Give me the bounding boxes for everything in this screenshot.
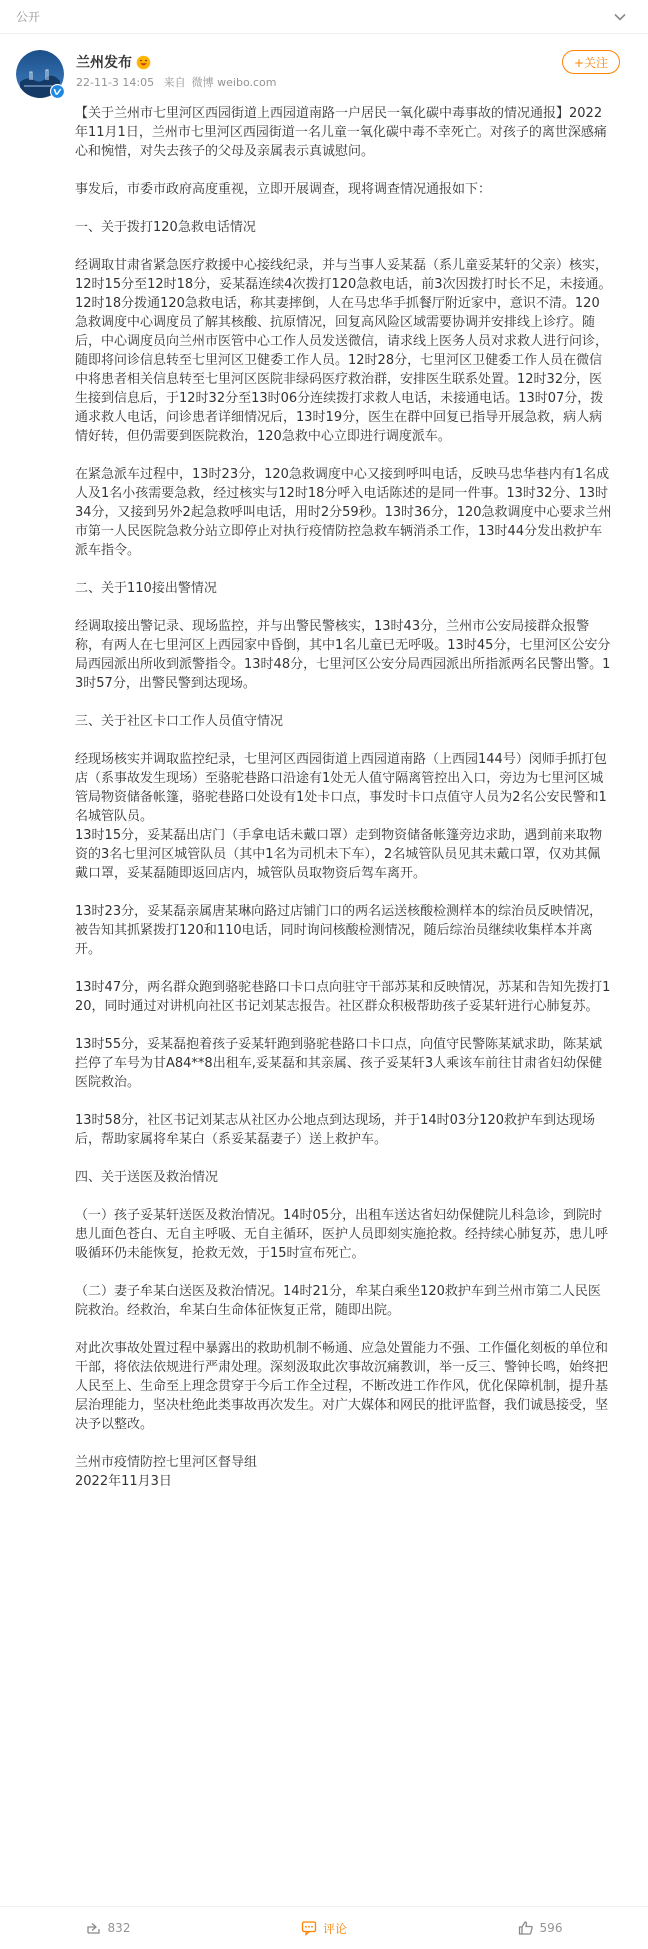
post-paragraph: 13时58分，社区书记刘某志从社区办公地点到达现场，并于14时03分120救护车到达现场后，帮助家属将牟某白（系妥某磊妻子）送上救护车。 <box>75 1113 595 1147</box>
comment-label: 评论 <box>322 1921 347 1936</box>
post-paragraph: 在紧急派车过程中，13时23分，120急救调度中心又接到呼叫电话，反映马忠华巷内有1名成人及1名小孩需要急救，经过核实与12时18分呼入电话陈述的是同一件事。13时32分、13时34分，又接到另外2起急救呼叫电话，用时2分59秒。13时36分，120急救调度中心要求兰州市第一人民医院急救分站立即停止对执行疫情防控急救车辆消杀工作，13时44分发出救护车派车指令。 <box>75 467 612 558</box>
author-name[interactable]: 兰州发布 <box>76 55 132 71</box>
post-paragraph: 13时55分，妥某磊抱着孩子妥某轩跑到骆驼巷路口卡口点，向值守民警陈某斌求助，陈某斌拦停了车号为甘A84**8出租车,妥某磊和其亲属、孩子妥某轩3人乘该车前往甘肃省妇幼保健医院救治。 <box>75 1037 603 1090</box>
paragraph-gap <box>75 1320 612 1339</box>
post-meta <box>76 74 282 90</box>
paragraph-gap <box>75 1187 612 1206</box>
like-button[interactable] <box>432 1920 648 1936</box>
comment-button[interactable] <box>216 1920 432 1937</box>
paragraph-gap <box>75 1434 612 1453</box>
post-paragraph: 13时15分，妥某磊出店门（手拿电话未戴口罩）走到物资储备帐篷旁边求助，遇到前来取物资的3名七里河区城管队员（其中1名为司机未下车），2名城管队员见其未戴口罩，仅劝其佩戴口罩，妥某磊随即返回店内，城管队员取物资后驾车离开。 <box>75 828 603 881</box>
post-paragraph: 四、关于送医及救治情况 <box>75 1170 219 1185</box>
paragraph-gap <box>75 237 612 256</box>
post-content <box>16 104 612 1491</box>
verified-badge-icon <box>50 84 65 99</box>
paragraph-gap <box>75 161 612 180</box>
follow-button[interactable]: +关注 <box>562 50 620 74</box>
paragraph-gap <box>75 693 612 712</box>
visibility-label: 公开 <box>16 10 41 24</box>
post-paragraph: 三、关于社区卡口工作人员值守情况 <box>75 714 284 729</box>
chevron-down-icon[interactable] <box>612 9 628 25</box>
paragraph-gap <box>75 1016 612 1035</box>
paragraph-gap <box>75 199 612 218</box>
post-source: 微博 weibo.com <box>191 76 277 89</box>
post-paragraph: 对此次事故处置过程中暴露出的救助机制不畅通、应急处置能力不强、工作僵化刻板的单位和干部，将依法依规进行严肃处理。深刻汲取此次事故沉痛教训，举一反三、警钟长鸣，始终把人民至上、生命至上理念贯穿于今后工作全过程，不断改进工作作风，优化保障机制，提升基层治理能力，坚决杜绝此类事故再次发生。对广大媒体和网民的批评监督，我们诚恳接受，坚决予以整改。 <box>75 1341 609 1432</box>
post-paragraph: 兰州市疫情防控七里河区督导组 <box>75 1455 258 1470</box>
paragraph-gap <box>75 883 612 902</box>
post-paragraph: （二）妻子牟某白送医及救治情况。14时21分，牟某白乘坐120救护车到兰州市第二人民医院救治。经救治，牟某白生命体征恢复正常，随即出院。 <box>75 1284 601 1318</box>
author-line <box>76 52 151 72</box>
share-icon <box>86 1920 102 1936</box>
post-paragraph: 2022年11月3日 <box>75 1474 172 1489</box>
paragraph-gap <box>75 446 612 465</box>
share-count: 832 <box>107 1921 131 1935</box>
post-paragraph: 13时47分，两名群众跑到骆驼巷路口卡口点向驻守干部苏某和反映情况，苏某和告知先拨打120，同时通过对讲机向社区书记刘某志报告。社区群众积极帮助孩子妥某轩进行心肺复苏。 <box>75 980 611 1014</box>
post-paragraph: （一）孩子妥某轩送医及救治情况。14时05分，出租车送达省妇幼保健院儿科急诊，到院时患儿面色苍白、无自主呼吸、无自主循环，医护人员即刻实施抢救。经持续心肺复苏，患儿呼吸循环仍未能恢复，抢救无效，于15时宣布死亡。 <box>75 1208 609 1261</box>
action-bar <box>0 1906 648 1949</box>
post-paragraph: 事发后，市委市政府高度重视，立即开展调查，现将调查情况通报如下： <box>75 182 492 197</box>
visibility-bar <box>0 0 648 34</box>
post-paragraph: 【关于兰州市七里河区西园街道上西园道南路一户居民一氧化碳中毒事故的情况通报】2022年11月1日，兰州市七里河区西园街道一名儿童一氧化碳中毒不幸死亡。对孩子的离世深感痛心和惋惜，对失去孩子的父母及亲属表示真诚慰问。 <box>75 106 607 159</box>
paragraph-gap <box>75 1092 612 1111</box>
post-paragraph: 13时23分，妥某磊亲属唐某琳向路过店铺门口的两名运送核酸检测样本的综治员反映情况，被告知其抓紧拨打120和110电话，同时询问核酸检测情况，随后综治员继续收集样本并离开。 <box>75 904 603 957</box>
post-paragraph: 经调取甘肃省紧急医疗救援中心接线纪录，并与当事人妥某磊（系儿童妥某轩的父亲）核实，12时15分至12时18分，妥某磊连续4次拨打120急救电话，前3次因拨打时长不足，未接通。12时18分拨通120急救电话，称其妻摔倒，人在马忠华手抓餐厅附近家中，意识不清。120急救调度中心调度员了解其核酸、抗原情况，回复高风险区域需要协调并安排线上诊疗。随后，中心调度员向兰州市医管中心工作人员发送微信，请求线上医务人员对求救人进行问诊，随即将问诊信息转至七里河区卫健委工作人员。12时28分，七里河区卫健委工作人员在微信中将患者相关信息转至七里河区医院非绿码医疗救治群，安排医生联系处置。12时32分，医生接到信息后，于12时32分至13时06分连续拨打求救人电话，未接通电话。13时07分，拨通求救人电话，问诊患者详细情况后，13时19分，医生在群中回复已指导开展急救，病人病情好转，但仍需要到医院救治，120急救中心立即进行调度派车。 <box>75 258 612 444</box>
paragraph-gap <box>75 959 612 978</box>
thumbs-up-icon <box>518 1920 534 1936</box>
post-paragraph: 一、关于拨打120急救电话情况 <box>75 220 256 235</box>
post-time[interactable]: 22-11-3 14:05 <box>76 76 155 89</box>
paragraph-gap <box>75 560 612 579</box>
paragraph-gap <box>75 731 612 750</box>
post-paragraph: 经调取接出警记录、现场监控，并与出警民警核实，13时43分，兰州市公安局接群众报警称，有两人在七里河区上西园家中昏倒，其中1名儿童已无呼吸。13时45分，七里河区公安分局西园派出所收到派警指令。13时48分，七里河区公安分局西园派出所指派两名民警出警。13时57分，出警民警到达现场。 <box>75 619 611 691</box>
paragraph-gap <box>75 1149 612 1168</box>
weibo-post <box>0 34 648 1491</box>
source-prefix: 来自 <box>163 76 186 89</box>
paragraph-gap <box>75 1263 612 1282</box>
laughing-emoji-icon <box>136 55 151 70</box>
post-header <box>16 34 632 104</box>
post-paragraph: 经现场核实并调取监控纪录，七里河区西园街道上西园道南路（上西园144号）闵师手抓打包店（系事故发生现场）至骆驼巷路口沿途有1处无人值守隔离管控出入口，旁边为七里河区城管局物资储备帐篷，骆驼巷路口处设有1处卡口点，事发时卡口点值守人员为2名公安民警和1名城管队员。 <box>75 752 607 824</box>
share-button[interactable] <box>0 1920 216 1936</box>
like-count: 596 <box>539 1921 563 1935</box>
comment-icon <box>301 1920 317 1936</box>
paragraph-gap <box>75 598 612 617</box>
post-paragraph: 二、关于110接出警情况 <box>75 581 217 596</box>
